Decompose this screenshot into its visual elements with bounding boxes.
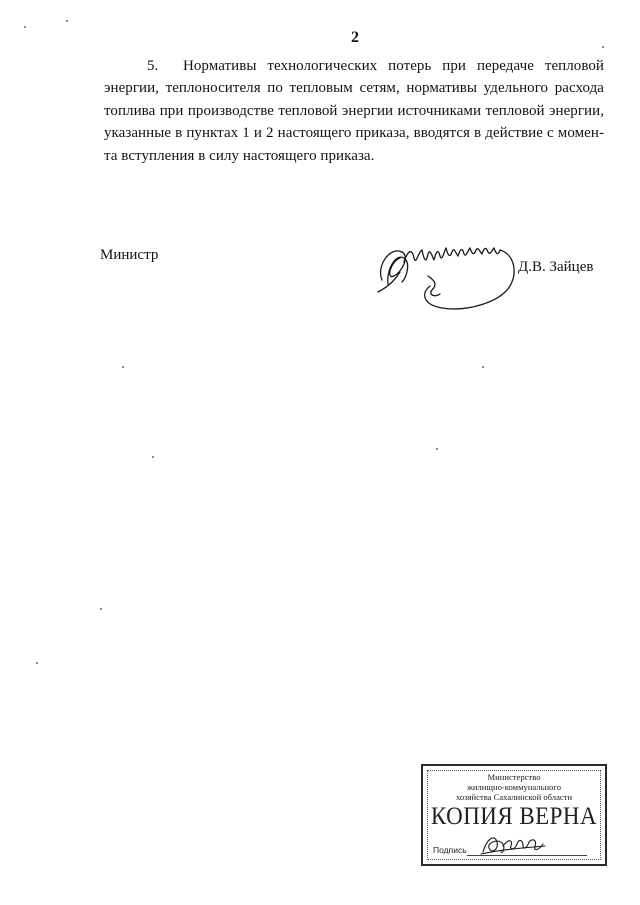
- handwritten-signature: [372, 232, 522, 317]
- scan-speck: [602, 46, 604, 48]
- scan-speck: [152, 456, 154, 458]
- scan-speck: [66, 20, 68, 22]
- stamp-org-line-3: хозяйства Сахалинской области: [455, 792, 573, 802]
- scan-speck: [482, 366, 484, 368]
- scan-speck: [436, 448, 438, 450]
- clause-line-1: [104, 55, 604, 77]
- signer-name: Д.В. Зайцев: [518, 259, 594, 275]
- stamp-org-line-1: Министерство: [487, 772, 541, 782]
- clause-line-1-text: Нормативы технологических потерь при передаче тепловой: [183, 58, 604, 74]
- clause-line-2: энергии, теплоносителя по тепловым сетям, нормативы удельного расхода: [104, 80, 604, 97]
- clause-line-5: та вступления в силу настоящего приказа.: [104, 147, 375, 164]
- stamp-organization: [423, 772, 605, 802]
- stamp-org-line-2: жилищно-коммунального: [466, 782, 562, 792]
- scan-speck: [100, 608, 102, 610]
- copy-certified-stamp: [421, 764, 607, 866]
- scan-speck: [24, 26, 26, 28]
- scan-speck: [36, 662, 38, 664]
- scan-speck: [122, 366, 124, 368]
- clause-paragraph: [104, 55, 604, 167]
- stamp-sign-label: Подпись: [433, 845, 467, 855]
- clause-number: 5.: [147, 58, 159, 74]
- page-number: 2: [351, 29, 359, 46]
- clause-line-3: топлива при производстве тепловой энергии источниками тепловой энергии,: [104, 102, 604, 119]
- stamp-title: КОПИЯ ВЕРНА: [430, 803, 598, 830]
- signer-position: Министр: [100, 247, 159, 263]
- stamp-signature: [479, 832, 549, 858]
- clause-line-4: указанные в пунктах 1 и 2 настоящего приказа, вводятся в действие с момен-: [104, 125, 604, 142]
